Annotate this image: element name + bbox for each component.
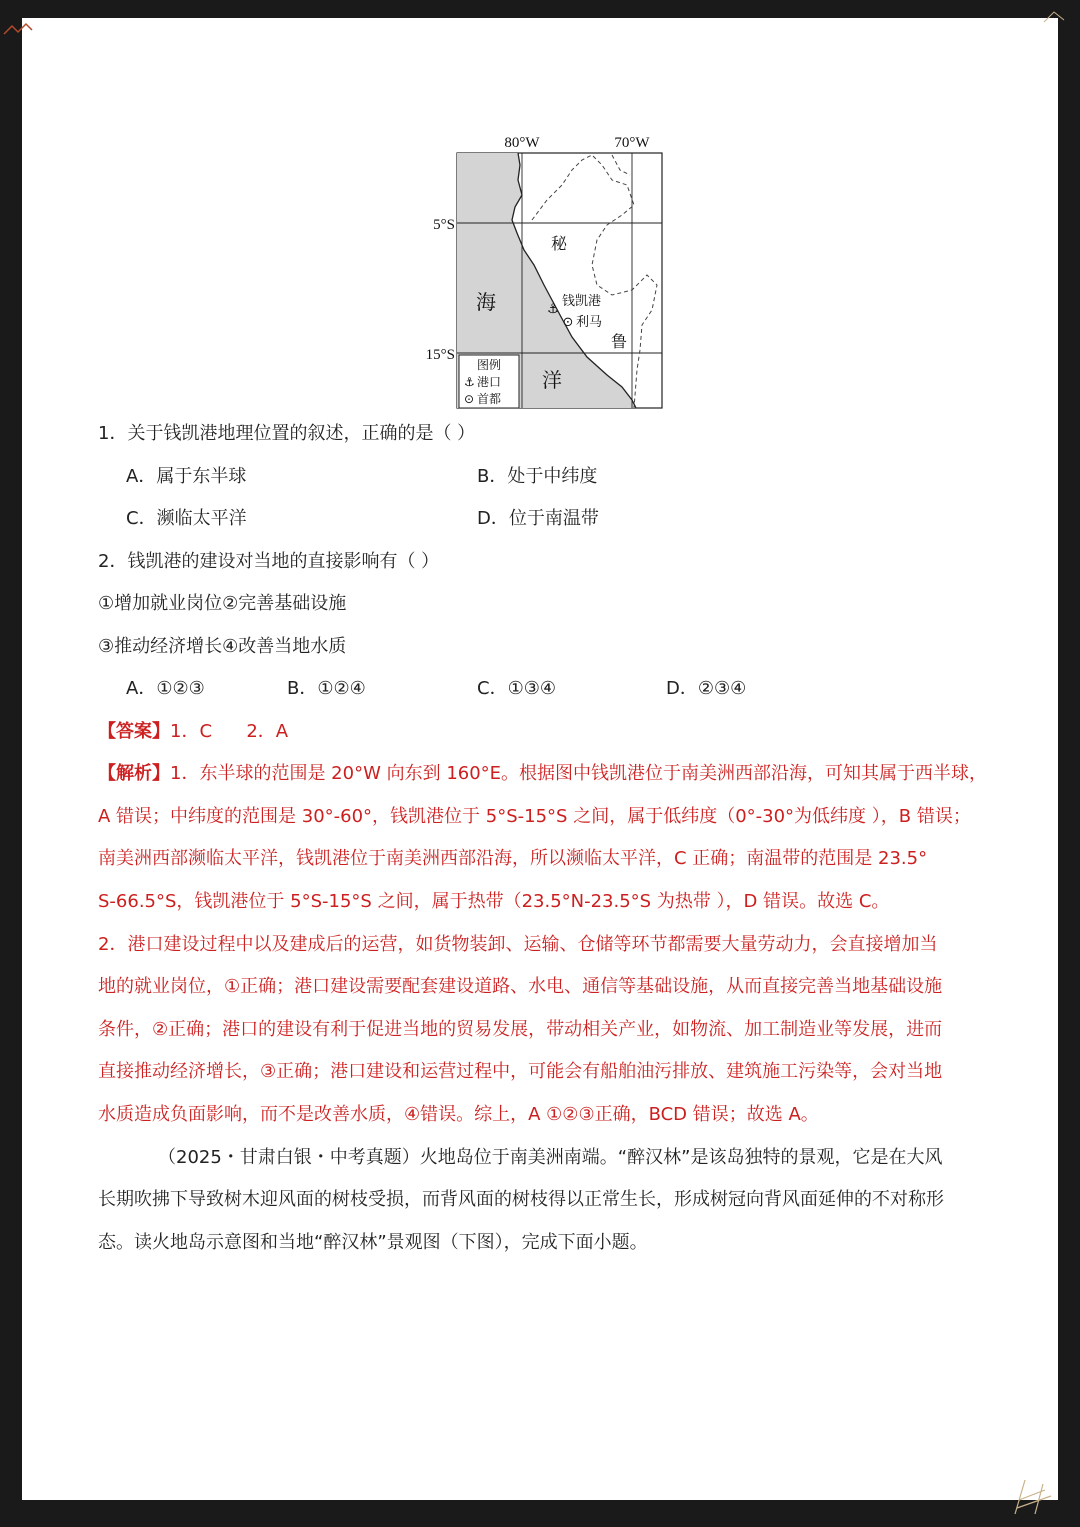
legend-capital-label: 首都 xyxy=(477,392,502,406)
analysis-line-9: 水质造成负面影响，而不是改善水质，④错误。综上，A ①②③正确，BCD 错误；故选 A。 xyxy=(98,1104,819,1125)
capital-label: 利马 xyxy=(576,315,603,330)
country-label-bi: 秘 xyxy=(550,234,568,253)
corner-scribble-bottom-right xyxy=(1005,1470,1065,1520)
q1-option-d[interactable]: D．位于南温带 xyxy=(477,508,599,529)
analysis-line-8: 直接推动经济增长，③正确；港口建设和运营过程中，可能会有船舶油污排放、建筑施工污染等，会对当地 xyxy=(98,1061,943,1082)
q1-option-a[interactable]: A．属于东半球 xyxy=(126,466,247,487)
q1-option-c[interactable]: C．濒临太平洋 xyxy=(126,508,247,529)
analysis-line-4: S-66.5°S，钱凯港位于 5°S-15°S 之间，属于热带（23.5°N-23.5°S 为热带 ），D 错误。故选 C。 xyxy=(98,891,890,912)
answer-text: 1．C 2．A xyxy=(170,721,289,742)
q2-option-d[interactable]: D．②③④ xyxy=(666,678,747,699)
peru-map xyxy=(412,125,668,415)
lon-label-80w: 80°W xyxy=(504,135,540,151)
country-label-lu: 鲁 xyxy=(610,332,628,351)
q2-option-b[interactable]: B．①②④ xyxy=(287,678,366,699)
legend-port-label: 港口 xyxy=(477,375,502,389)
answer-tag: 【答案】 xyxy=(98,721,170,742)
next-intro-line-2: 长期吹拂下导致树木迎风面的树枝受损，而背风面的树枝得以正常生长，形成树冠向背风面延伸的不对称形 xyxy=(98,1189,944,1210)
analysis-line-7: 条件，②正确；港口的建设有利于促进当地的贸易发展，带动相关产业，如物流、加工制造业等发展，进而 xyxy=(98,1019,943,1040)
legend-capital-icon: ⊙ xyxy=(464,392,475,406)
lat-label-5s: 5°S xyxy=(433,217,455,233)
q2-option-a[interactable]: A．①②③ xyxy=(126,678,205,699)
sea-label-yang: 洋 xyxy=(542,368,562,392)
q2-stem: 2．钱凯港的建设对当地的直接影响有（ ） xyxy=(98,551,440,572)
analysis-line-6: 地的就业岗位，①正确；港口建设需要配套建设道路、水电、通信等基础设施，从而直接完善当地基础设施 xyxy=(98,976,943,997)
q2-items-line2: ③推动经济增长④改善当地水质 xyxy=(98,636,347,657)
q1-stem: 1．关于钱凯港地理位置的叙述，正确的是（ ） xyxy=(98,423,476,444)
corner-scribble-top-left xyxy=(2,20,42,44)
legend-port-icon: ⚓ xyxy=(464,375,475,389)
next-intro-line-1: （2025・甘肃白银・中考真题）火地岛位于南美洲南端。“醉汉林”是该岛独特的景观，它是在大风 xyxy=(158,1147,943,1168)
port-symbol: ⚓ xyxy=(547,302,559,317)
lat-label-15s: 15°S xyxy=(425,347,455,363)
analysis-tag: 【解析】 xyxy=(98,763,170,784)
corner-scribble-top-right xyxy=(1040,8,1070,28)
analysis-line-1 xyxy=(98,762,987,786)
q2-items-line1: ①增加就业岗位②完善基础设施 xyxy=(98,593,347,614)
analysis-text-1: 1．东半球的范围是 20°W 向东到 160°E。根据图中钱凯港位于南美洲西部沿海，可知其属于西半球， xyxy=(170,763,988,784)
q1-option-b[interactable]: B．处于中纬度 xyxy=(477,466,598,487)
answer-line xyxy=(98,720,288,744)
analysis-line-2: A 错误；中纬度的范围是 30°-60°，钱凯港位于 5°S-15°S 之间，属于低纬度（0°-30°为低纬度 ），B 错误； xyxy=(98,806,971,827)
analysis-line-3: 南美洲西部濒临太平洋，钱凯港位于南美洲西部沿海，所以濒临太平洋，C 正确；南温带的范围是 23.5° xyxy=(98,848,928,869)
analysis-line-5: 2．港口建设过程中以及建成后的运营，如货物装卸、运输、仓储等环节都需要大量劳动力，会直接增加当 xyxy=(98,934,938,955)
q2-option-c[interactable]: C．①③④ xyxy=(477,678,556,699)
port-label: 钱凯港 xyxy=(562,294,602,309)
next-intro-line-3: 态。读火地岛示意图和当地“醉汉林”景观图（下图），完成下面小题。 xyxy=(98,1232,648,1253)
legend-title: 图例 xyxy=(476,358,502,372)
lon-label-70w: 70°W xyxy=(614,135,650,151)
capital-symbol: ⊙ xyxy=(562,315,574,330)
sea-label-hai: 海 xyxy=(476,290,496,314)
